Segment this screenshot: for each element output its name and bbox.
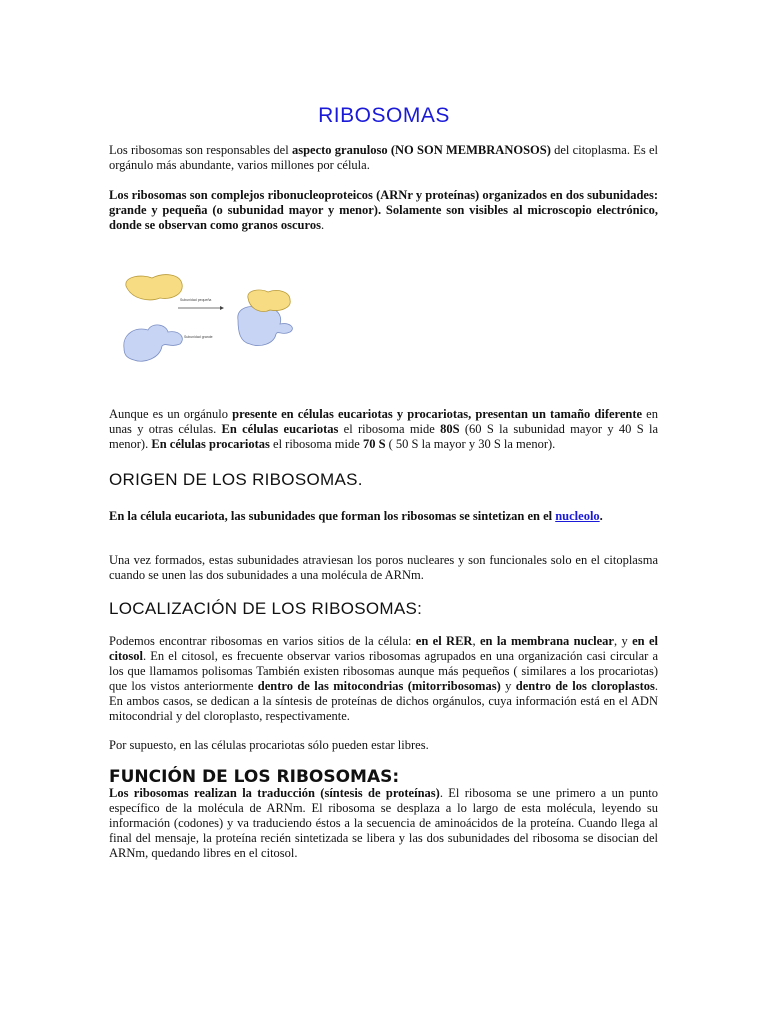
- paragraph-funcion: [109, 786, 658, 861]
- local-text-k: . En ambos casos, se dedican a la síntesis de proteínas de dichos orgánulos, cuya información está en el ADN mitocondrial y del cloroplasto, respectivamente.: [109, 679, 658, 723]
- tamano-text-a: Aunque es un orgánulo: [109, 407, 233, 421]
- heading-funcion: FUNCIÓN DE LOS RIBOSOMAS:: [109, 767, 400, 787]
- local-text-g: . En el citosol, es frecuente observar varios ribosomas agrupados en una organización casi circular a los que llamamos polisomas También existen ribosomas aunque más pequeños ( similares a los procariotas) que los vistos anteriormente: [109, 649, 658, 693]
- ribosome-diagram: [120, 268, 310, 373]
- arrow-head-icon: [220, 306, 224, 310]
- paragraph-complejos-end: .: [320, 218, 325, 232]
- tamano-bold-h: En células procariotas: [151, 437, 270, 451]
- intro-bold: aspecto granuloso (NO SON MEMBRANOSOS): [291, 143, 551, 157]
- large-subunit-shape: [124, 325, 183, 361]
- tamano-bold-j: 70 S: [362, 437, 386, 451]
- local-text-c: ,: [472, 634, 480, 648]
- origen-period: .: [599, 509, 603, 523]
- small-subunit-shape: [126, 275, 182, 300]
- heading-localizacion: LOCALIZACIÓN DE LOS RIBOSOMAS:: [109, 599, 423, 618]
- paragraph-vez-formados: Una vez formados, estas subunidades atraviesan los poros nucleares y son funcionales solo en el citoplasma cuando se unen las dos subunidades a una molécula de ARNm.: [109, 553, 658, 582]
- tamano-bold-f: 80S: [440, 422, 460, 436]
- local-bold-j: dentro de los cloroplastos: [515, 679, 655, 693]
- local-bold-h: dentro de las mitocondrias (mitorribosomas): [257, 679, 501, 693]
- funcion-bold: Los ribosomas realizan la traducción (síntesis de proteínas): [109, 786, 440, 800]
- tamano-bold-d: En células eucariotas: [221, 422, 339, 436]
- tamano-text-c: en unas y otras células.: [109, 407, 658, 436]
- page-title: RIBOSOMAS: [318, 104, 450, 127]
- label-small-subunit: Subunidad pequeña: [180, 298, 212, 302]
- tamano-text-k: ( 50 S la mayor y 30 S la menor).: [385, 437, 556, 451]
- nucleolo-link[interactable]: nucleolo: [555, 509, 600, 523]
- local-text-i: y: [500, 679, 516, 693]
- tamano-text-i: el ribosoma mide: [269, 437, 363, 451]
- local-bold-b: en el RER: [415, 634, 473, 648]
- heading-origen: ORIGEN DE LOS RIBOSOMAS.: [109, 470, 363, 489]
- origen-bold-text: En la célula eucariota, las subunidades que forman los ribosomas se sintetizan en el: [109, 509, 556, 523]
- assembled-large-shape: [238, 307, 293, 346]
- label-large-subunit: Subunidad grande: [184, 335, 213, 339]
- paragraph-origen: [109, 509, 658, 524]
- intro-paragraph: [109, 143, 658, 173]
- paragraph-complejos-bold: Los ribosomas son complejos ribonucleoproteicos (ARNr y proteínas) organizados en dos subunidades: grande y pequeña (o subunidad mayor y menor). Solamente son visibles al microscopio electrónico, donde se observan como granos oscuros: [109, 188, 658, 232]
- tamano-bold-b: presente en células eucariotas y procariotas, presentan un tamaño diferente: [232, 407, 643, 421]
- assembled-small-shape: [248, 290, 290, 312]
- tamano-text-e: el ribosoma mide: [338, 422, 441, 436]
- funcion-text: . El ribosoma se une primero a un punto específico de la molécula de ARNm. El ribosoma se desplaza a lo largo de esta molécula, leyendo su información (codones) y va traduciendo éstos a la secuencia de aminoácidos de la proteína. Cuando llega al final del mensaje, la proteína recién sintetizada se libera y las dos subunidades del ribosoma se disocian del ARNm, quedando libres en el citosol.: [109, 786, 658, 860]
- paragraph-procariotas: Por supuesto, en las células procariotas sólo pueden estar libres.: [109, 738, 429, 752]
- intro-text-2: del citoplasma. Es el orgánulo más abundante, varios millones por célula.: [109, 143, 658, 172]
- tamano-text-g: (60 S la subunidad mayor y 40 S la menor).: [109, 422, 658, 451]
- local-text-e: , y: [613, 634, 633, 648]
- intro-text-1: Los ribosomas son responsables del: [109, 143, 292, 157]
- local-bold-f: en el citosol: [109, 634, 659, 663]
- local-bold-d: en la membrana nuclear: [479, 634, 614, 648]
- local-text-a: Podemos encontrar ribosomas en varios sitios de la célula:: [109, 634, 416, 648]
- paragraph-complejos: [109, 188, 658, 233]
- paragraph-localizacion: [109, 634, 658, 724]
- paragraph-tamano: [109, 407, 658, 452]
